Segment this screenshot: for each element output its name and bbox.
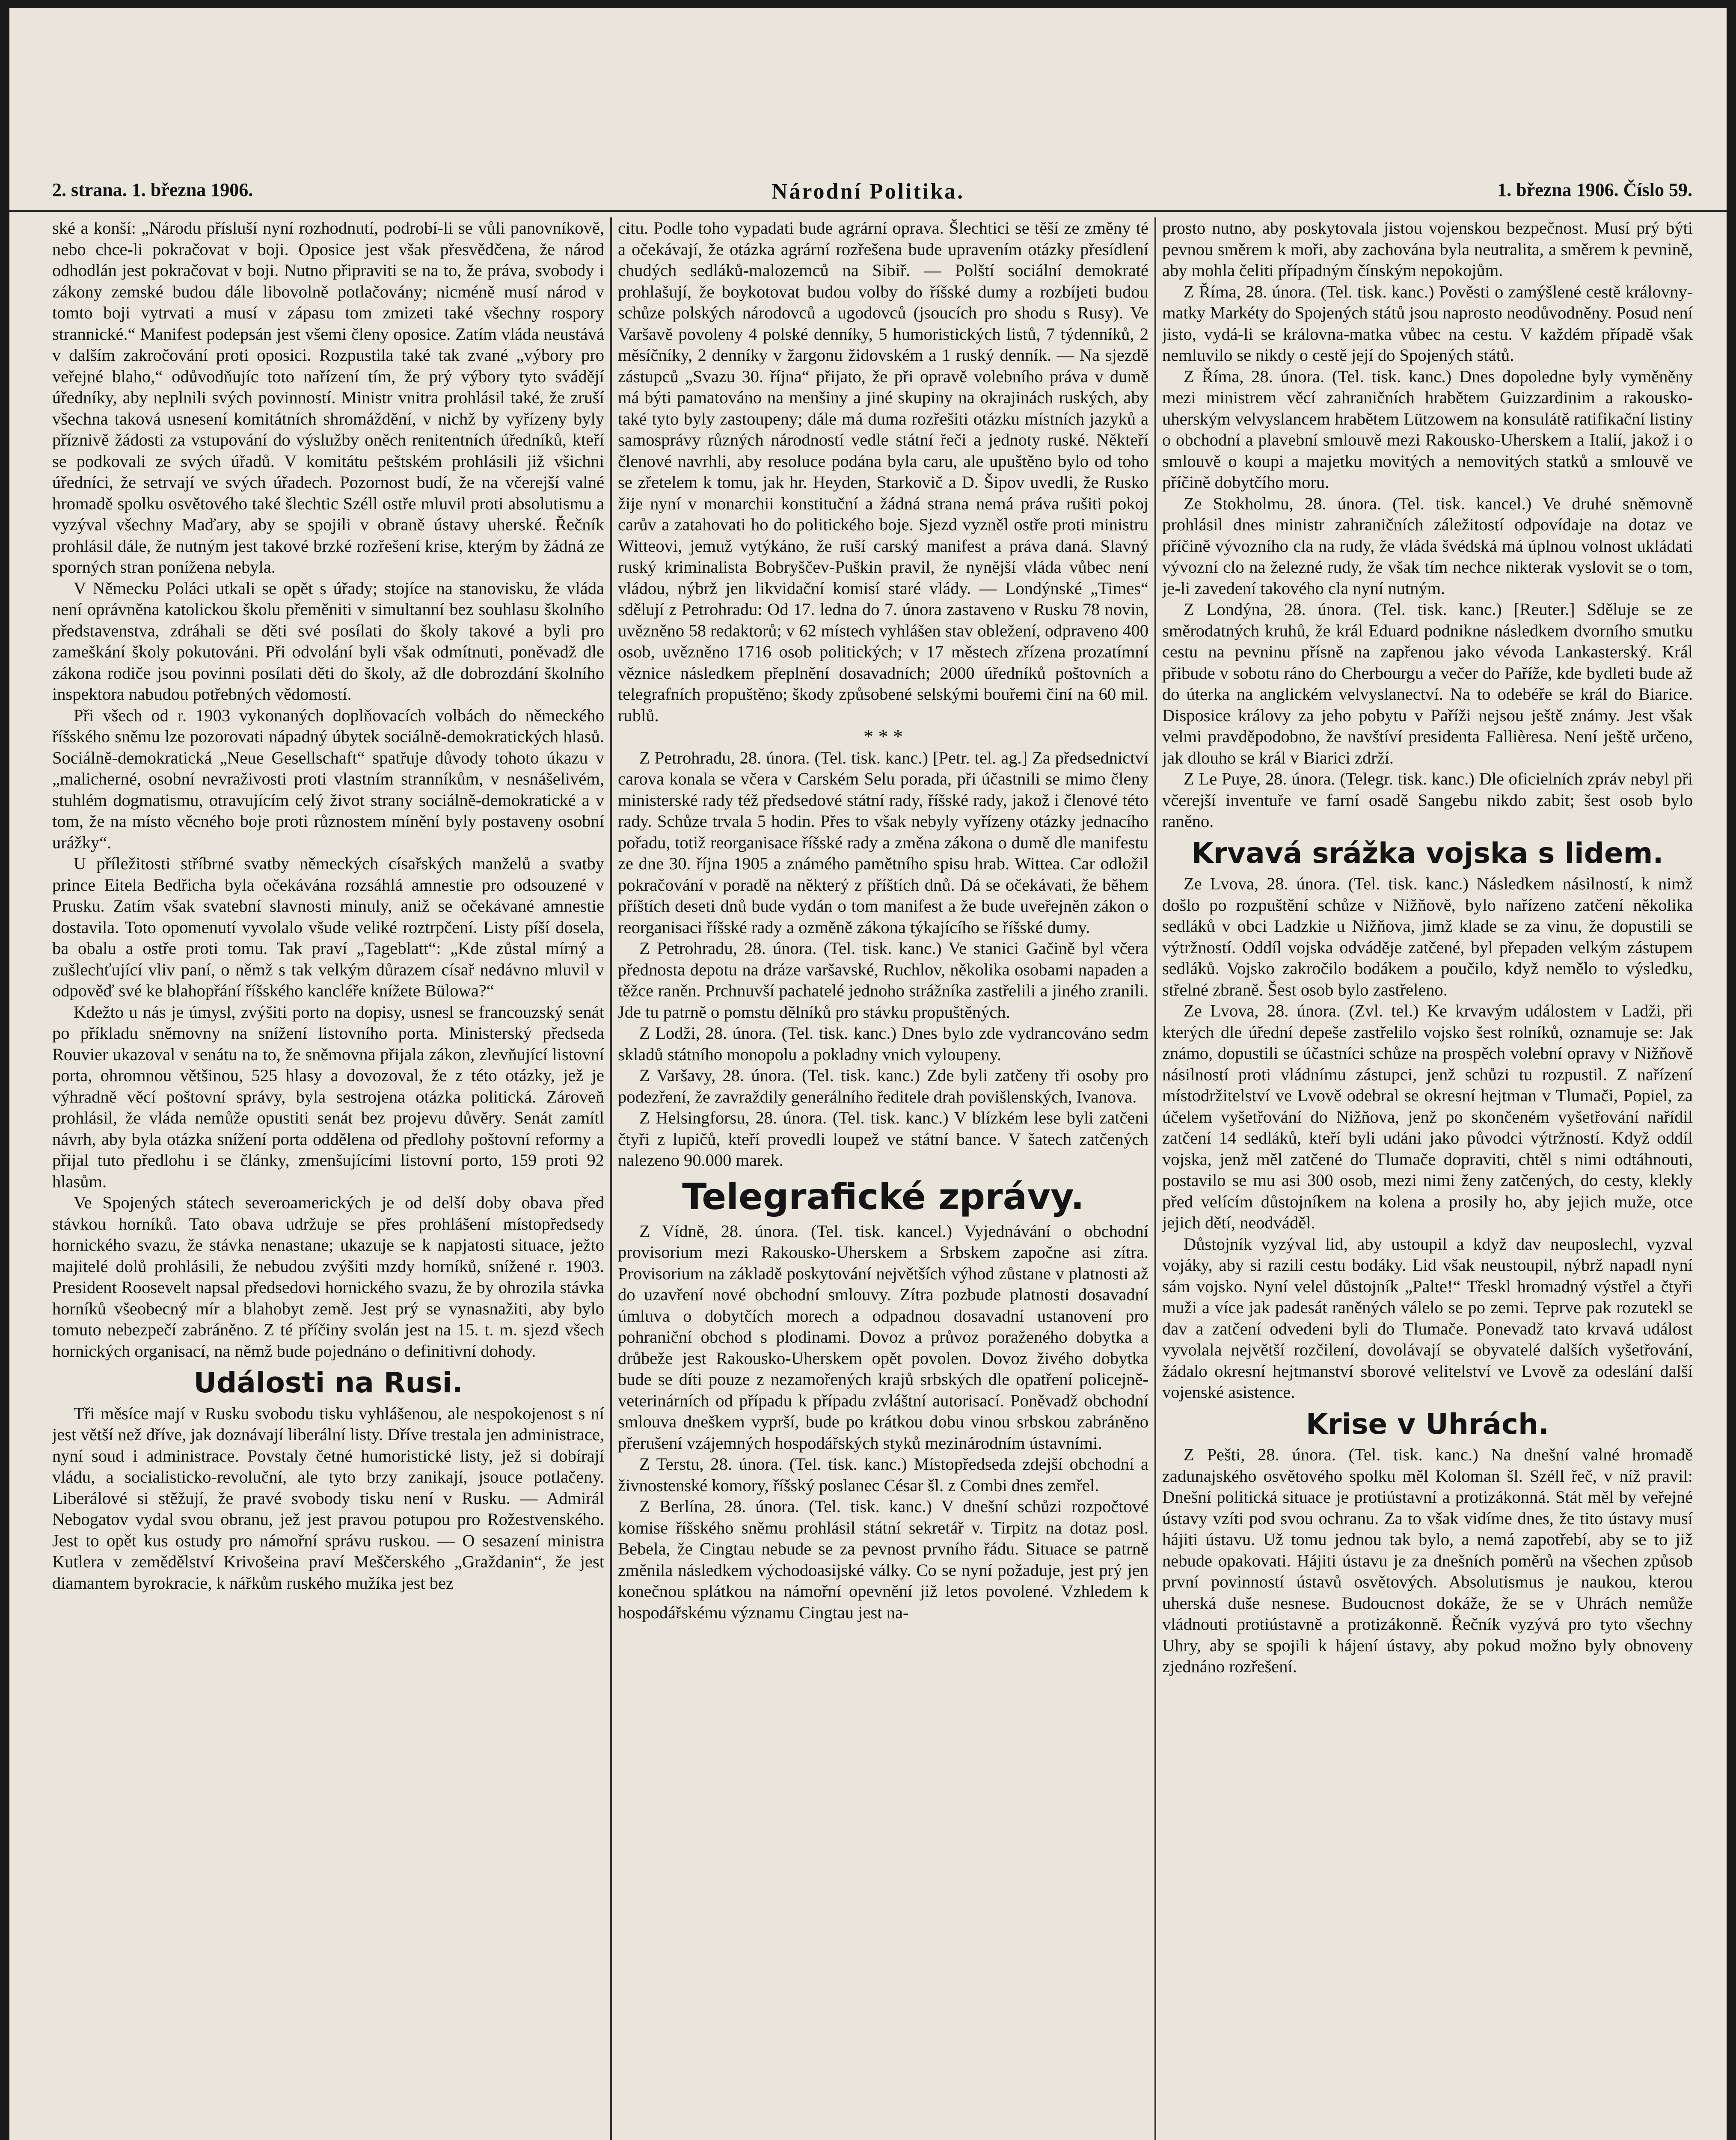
article-paragraph: Ve Spojených státech severoamerických je od delší doby obava před stávkou horníků. Tato obava udržuje se přes prohlášení místopředsedy hornického svazu, že stávka nenastane; ukazuje se k napjatosti situace, ježto majitelé dolů prohlásili, že nebudou zvýšiti mzdy horníků, snížené r. 1903. President Roosevelt napsal předsedovi hornického svazu, že by ohrozila stávka horníků všeobecný mír a blahobyt země. Jest prý se vynasnažiti, aby bylo tomuto nebezpečí zabráněno. Z té příčiny svolán jest na 15. t. m. sjezd všech hornických organisací, na němž bude pojednáno o definitivní dohody. — [52, 1193, 604, 1361]
news-item: Z Petrohradu, 28. února. (Tel. tisk. kanc.) Ve stanici Gačině byl včera přednosta depotu na dráze varšavské, Ruchlov, několika osobami napaden a těžce raněn. Prchnuvší pachatelé jednoho strážníka zastřelili a jiného zranili. Jde tu patrně o pomstu dělníků pro stávku propuštěných. — [618, 939, 1148, 1022]
news-item: Z Vídně, 28. února. (Tel. tisk. kancel.) Vyjednávání o obchodní provisorium mezi Rakousko-Uherskem a Srbskem započne asi zítra. Provisorium na základě poskytování největších výhod zůstane v platnosti až do uzavření nové obchodní smlouvy. Zítra pozbude platnosti dosavadní úmluva o dobytčích morech a odpadnou dosavadní ustanovení pro pohraniční obchod s plodinami. Dovoz a průvoz poraženého dobytka a drůbeže jest Rakousko-Uherskem opět povolen. Dovoz živého dobytka bude se díti pouze z nezamořených krajů srbských dle opatření policejně-veterinárních od případu k případu zvláštní autorisací. Poněvadž obchodní smlouva dneškem vyprší, bude po krátkou dobu vinou srbskou zabráněno přerušení vzájemných hospodářských styků mezinárodním ústavními. — [618, 1221, 1148, 1453]
news-item: Z Říma, 28. února. (Tel. tisk. kanc.) Pověsti o zamýšlené cestě královny-matky Markéty do Spojených států jsou naprosto neodůvodněny. Posud není jisto, vydá-li se královna-matka vůbec na cestu. V každém případě však nemluvilo se nikdy o cestě její do Spojených států. — [1162, 282, 1693, 365]
news-item: Z Le Puye, 28. února. (Telegr. tisk. kanc.) Dle oficielních zpráv nebyl při včerejší inventuře ve farní osadě Sangebu nikdo zabit; šest osob bylo raněno. — [1162, 769, 1693, 831]
column-1 — [52, 217, 604, 2140]
news-item: Ze Lvova, 28. února. (Tel. tisk. kanc.) Následkem násilností, k nimž došlo po rozpuštění schůze v Nižňově, bylo nařízeno zatčení několika sedláků v obci Ladzkie u Nižňova, jimž klade se za vinu, že dopustili se výtržností. Oddíl vojska odváděje zatčené, byl přepaden velkým zástupem sedláků. Vojsko zakročilo bodákem a poučilo, když nemělo to výsledku, střelné zbraně. Šest osob bylo zastřeleno. — [1162, 874, 1693, 999]
column-2 — [618, 217, 1148, 2140]
news-item: Z Terstu, 28. února. (Tel. tisk. kanc.) Místopředseda zdejší obchodní a živnostenské komory, říšský poslanec César šl. z Combi dnes zemřel. — [618, 1454, 1148, 1495]
news-item: Z Pešti, 28. února. (Tel. tisk. kanc.) Na dnešní valné hromadě zadunajského osvětového spolku měl Koloman šl. Széll řeč, v níž pravil: Dnešní politická situace je protiústavní a protizákonná. Stát měl by veřejné ústavy vzíti pod svou ochranu. Za to však vidíme dnes, že tito ústavy musí hájiti ústavu. Už tomu jednou tak bylo, a nemá zapotřebí, aby se to již nebude opakovati. Hájiti ústavu je za dnešních poměrů na všechen způsob první povinností ústavů osvětových. Absolutismus je naukou, kterou uherská duše nesnese. Budoucnost dokáže, že se v Uhrách nemůže vládnouti protiústavně a protizákonně. Řečník vyzývá pro tyto všechny Uhry, aby se spojili k hájení ústavy, aby pokud možno byly obnoveny zjednáno rozřešení. — [1162, 1445, 1693, 1676]
news-item: Z Varšavy, 28. února. (Tel. tisk. kanc.) Zde byli zatčeny tři osoby pro podezření, že zavraždily generálního ředitele drah povišlenských, Ivanova. — [618, 1066, 1148, 1106]
section-heading: Krvavá srážka vojska s lidem. — [1191, 836, 1664, 870]
news-item: Z Helsingforsu, 28. února. (Tel. tisk. kanc.) V blízkém lese byli zatčeni čtyři z lupičů, kteří provedli loupež ve státní bance. V šatech zatčených nalezeno 90.000 marek. — [618, 1108, 1148, 1170]
article-paragraph: Kdežto u nás je úmysl, zvýšiti porto na dopisy, usnesl se francouzský senát po příkladu sněmovny na snížení listovního porta. Ministerský předseda Rouvier ukazoval v senátu na to, že sněmovna přijala zákon, zlevňující listovní porta, ohromnou většinou, 525 hlasy a dovozoval, že z této otázky, jež je výhradně věcí poštovní správy, byla sestrojena otázka politická. Zároveň prohlásil, že vláda nemůže opustiti senát bez projevu důvěry. Senát zamítl návrh, aby byla otázka snížení porta oddělena od předlohy poštovní reformy a přijal tuto předlohu i se články, zmenšujícími listovní porto, 159 proti 92 hlasům. — [52, 1002, 604, 1191]
news-item: Ze Lvova, 28. února. (Zvl. tel.) Ke krvavým událostem v Ladži, při kterých dle úřední depeše zastřelilo vojsko šest rolníků, oznamuje se: Jak známo, dopustili se účastníci schůze na prospěch volební opravy v Nižňově násilností proti vládnímu zástupci, jenž schůzi tu rozpustil. Z nařízení místodržitelství ve Lvově odebral se okresní hejtman v Tlumači, Popiel, za účelem vyšetřování do Nižňova, jenž po skončeném vyšetřování nařídil zatčení 14 sedláků, kteří byli udáni jako původci výtržností. Když oddíl vojska, jenž měl zatčené do Tlumače dopraviti, chtěl s nimi odtáhnouti, postavilo se mu asi 300 osob, mezi nimi ženy zatčených, do cesty, klekly před velícím důstojníkem na kolena a prosily ho, aby jejich muže, otce jejich dětí, neodváděl. — [1162, 1001, 1693, 1233]
column-rule — [610, 217, 612, 2140]
article-paragraph: Tři měsíce mají v Rusku svobodu tisku vyhlášenou, ale nespokojenost s ní jest větší než dříve, jak doznávají liberální listy. Dříve trestala jen administrace, nyní soud i administrace. Povstaly četné humoristické listy, jež si dobírají vládu, a socialisticko-revoluční, ale tyto brzy zanikají, jsouce potlačeny. Liberálové si stěžují, že pravé svobody tisku není v Rusku. — Admirál Nebogatov vydal svou obranu, jež jest pravou potupou pro Rožestvenského. Jest to opět kus ostudy pro námořní správu ruskou. — O sesazení ministra Kutlera v zemědělství Krivošeina praví Meščerského „Graždanin“, že jest diamantem byrokracie, k nářkům ruského mužíka jest bez — [52, 1403, 604, 1593]
separator-stars: * * * — [864, 725, 903, 747]
header-date-left: 2. strana. 1. března 1906. — [52, 179, 253, 200]
article-paragraph: U příležitosti stříbrné svatby německých císařských manželů a svatby prince Eitela Bedřicha byla očekávána rozsáhlá amnestie pro odsouzené v Prusku. Zatím však svatební slavnosti minuly, aniž se očekávané amnestie dostavila. Toto opomenutí vyvolalo všude veliké roztrpčení. Listy píší dosela, ba obalu a ostře proti tomu. Tak praví „Tageblatt“: „Kde zůstal mírný a zušlechťující vliv paní, o němž s tak velkým důrazem císař nedávno mluvil v odpověď své ke blahopřání říšského kancléře knížete Bülowa?“ — [52, 854, 604, 1000]
article-paragraph: ské a konší: „Národu přísluší nyní rozhodnutí, podrobí-li se vůli panovníkově, nebo chce-li pokračovat v boji. Oposice jest však přesvědčena, že národ odhodlán jest pokračovat v boji. Nutno připraviti se na to, že práva, svobody i zákony zemské budou dále libovolně potlačovány; nicméně musí národ v tomto boji vytrvati a musí v zápasu tom zmizeti také všechny rospory strannické.“ Manifest podepsán jest všemi členy oposice. Zatím vláda neustává v dalším zakročování proti oposici. Rozpustila také tak zvané „výbory pro veřejné blaho,“ odůvodňujíc toto nařízení tím, že prý výbory tyto svádějí úředníky, aby neplnili svých povinností. Ministr vnitra prohlásil také, že zruší všechna taková usnesení komitátních shromáždění, v nichž by vyřízeny byly příznivě žádosti za vstupování do výslužby oněch renitentních úředníků, kteří se podkovali ze svých úřadů. V komitátu peštském prohlásili již všichni úředníci, že setrvají ve svých úřadech. Pozornost budí, že na včerejší valné hromadě spolku osvětového také šlechtic Széll ostře mluvil proti absolutismu a vyzýval všechny Maďary, aby se spojili v obraně ústavy uherské. Řečník prohlásil dále, že nutným jest takové brzké rozřešení krise, kterým by žádná ze sporných stran ponížena nebyla. — [52, 218, 604, 577]
section-heading: Telegrafické zprávy. — [682, 1175, 1084, 1218]
news-item: Z Berlína, 28. února. (Tel. tisk. kanc.) V dnešní schůzi rozpočtové komise říšského sněmu prohlásil státní sekretář v. Tirpitz na dotaz posl. Bebela, že Cingtau nebude se za pevnost prvního řádu. Situace se patrně změnila následkem východoasijské války. Co se nyní požaduje, jest prý jen konečnou splátkou na námořní opevnění již letos povolené. Vzhledem k hospodářskému významu Cingtau jest na- — [618, 1497, 1148, 1622]
section-heading: Krise v Uhrách. — [1306, 1407, 1549, 1441]
news-item: Z Lodži, 28. února. (Tel. tisk. kanc.) Dnes bylo zde vydrancováno sedm skladů státního monopolu a pokladny vnich vyloupeny. — [618, 1023, 1148, 1064]
news-item: Z Říma, 28. února. (Tel. tisk. kanc.) Dnes dopoledne byly vyměněny mezi ministrem věcí zahraničních hrabětem Guizzardinim a rakousko-uherským velvyslancem hrabětem Lützowem na konsulátě ratifikační listiny o obchodní a plavební smlouvě mezi Rakousko-Uherskem a Italií, jakož i o smlouvě o koupi a majetku movitých a nemovitých statků a smlouvě ve příčině dobytčího moru. — [1162, 366, 1693, 492]
section-heading: Události na Rusi. — [193, 1366, 463, 1399]
news-item: Ze Stokholmu, 28. února. (Tel. tisk. kancel.) Ve druhé sněmovně prohlásil dnes ministr zahraničních záležitostí odpovídaje na dotaz ve příčině vývozního cla na rudy, že vláda švédská má úplnou volnost ukládati vývozní clo na železné rudy, že však tím nechce nikterak vyslovit se o tom, je-li zavedení takového cla nyní nutným. — [1162, 493, 1693, 598]
page-header — [9, 175, 1727, 212]
article-paragraph: Při všech od r. 1903 vykonaných doplňovacích volbách do německého říšského sněmu lze pozorovati nápadný úbytek sociálně-demokratických hlasů. Sociálně-demokratická „Neue Gesellschaft“ spatřuje důvody tohoto úkazu v „malicherné, osobní nevraživosti proti vlastním stranníkům, v nesnášelivém, stuhlém dogmatismu, otravujícím celý život strany sociálně-demokratické a v tom, že na místo věcného boje proti různostem mínění byly postaveny osobní urážky“. — [52, 705, 604, 852]
article-paragraph: prosto nutno, aby poskytovala jistou vojenskou bezpečnost. Musí prý býti pevnou směrem k moři, aby zachována byla neutralita, a směrem k pevnině, aby mohla čeliti případným čínským nepokojům. — [1162, 218, 1693, 280]
article-paragraph: Důstojník vyzýval lid, aby ustoupil a když dav neuposlechl, vyzval vojáky, aby si razili cestu bodáky. Lid však neustoupil, nýbrž napadl nyní sám vojsko. Nyní velel důstojník „Palte!“ Třeskl hromadný výstřel a čtyři muži a více jak padesát raněných válelo se po zemi. Teprve pak rozutekl se dav a zatčení odvedeni byli do Tlumače. Ponevadž tato krvavá událost vyvolala největší rozčilení, dovolávají se obyvatelé dalších vyšetřování, žádalo okresní hejtmanství sborové velitelství ve Lvově za odeslání další vojenské asistence. — [1162, 1234, 1693, 1402]
article-paragraph: citu. Podle toho vypadati bude agrární oprava. Šlechtici se těší ze změny té a očekávají, že otázka agrární rozřešena bude upravením otázky přesídlení chudých sedláků-malozemců na Sibiř. — Polští sociální demokraté prohlašují, že boykotovat budou volby do říšské dumy a rozbíjeti budou schůze polských národovců a ugodovců (jsoucích pro shodu s Rusy). Ve Varšavě povoleny 4 polské denníky, 5 humoristických listů, 7 týdenníků, 2 měsíčníky, 2 denníky v žargonu židovském a 1 ruský denník. — Na sjezdě zástupců „Svazu 30. října“ přijato, že při opravě volebního práva v dumě má býti pamatováno na menšiny a jiné skupiny na okrajinách ruských, aby také tyto byly zastoupeny; dále má duma rozřešiti otázku místních jazyků a samosprávy různých národností vedle státní řeči a jednoty ruské. Někteří členové navrhli, aby resoluce podána byla caru, ale upuštěno bylo od toho se zřetelem k tomu, jak hr. Heyden, Starkovič a D. Šipov uvedli, že Rusko žije nyní v monarchii konstituční a žádná strana nemá práva rušiti pokoj carův a zatahovati ho do politického boje. Sjezd vyzněl ostře proti ministru Witteovi, jemuž vytýkáno, že ruší carský manifest a práva daná. Slavný ruský kriminalista Bobryščev-Puškin pravil, že nynější vláda vůbec není vládou, nýbrž jen likvidační komisí staré vlády. — Londýnské „Times“ sdělují z Petrohradu: Od 17. ledna do 7. února zastaveno v Rusku 78 novin, uvězněno 58 redaktorů; v 62 místech vyhlášen stav obležení, odpraveno 400 osob, uvězněno 1716 osob politických; v 17 městech zřízena prozatímní věznice následkem přeplnění dosavadních; 2000 úředníků poštovních a telegrafních propuštěno; škody způsobené selskými bouřemi činí na 60 mil. rublů. — [618, 218, 1148, 725]
column-rule — [1154, 217, 1156, 2140]
news-item: Z Londýna, 28. února. (Tel. tisk. kanc.) [Reuter.] Sděluje se ze směrodatných kruhů, že král Eduard podnikne následkem dvorního smutku cestu na pevninu přísně na zapřenou jako vévoda Lankasterský. Král přibude v sobotu ráno do Cherbourgu a večer do Paříže, kde bydleti bude až do úterka na anglickém velvyslanectví. Na to odebéře se král do Biarice. Disposice královy za jeho pobytu v Paříži nejsou ještě známy. Jest však velmi pravděpodobno, že navštíví presidenta Fallièresa. Není ještě určeno, jak dlouho se král v Biarici zdrží. — [1162, 600, 1693, 767]
column-3 — [1162, 217, 1693, 2140]
article-paragraph: V Německu Poláci utkali se opět s úřady; stojíce na stanovisku, že vláda není oprávněna katolickou školu přeměniti v simultanní bez souhlasu školního představenstva, zdráhali se děti své posílati do školy takové a byli pro zameškání školy pokutováni. Při odvolání byli však odmítnuti, poněvadž dle zákona rodiče jsou povinni posílati děti do školy, až dle dobrozdání školního inspektora nabudou potřebných vědomostí. — [52, 578, 604, 704]
newspaper-page — [9, 8, 1727, 2140]
header-date-issue: 1. března 1906. Číslo 59. — [1497, 179, 1692, 200]
news-item: Z Petrohradu, 28. února. (Tel. tisk. kanc.) [Petr. tel. ag.] Za předsednictví carova konala se včera v Carském Selu porada, při účastnili se mimo členy ministerské rady též předsedové státní rady, říšské rady, jakož i členové této rady. Schůze trvala 5 hodin. Přes to však nebyly vyřízeny otázky jednacího pořadu, totiž reorganisace říšské rady a změna zákona o dumě dle manifestu ze dne 30. října 1905 a známého pamětního spisu hrab. Wittea. Car odložil pokračování v poradě na některý z příštích dnů. Dá se očekávati, že během příštích deseti dnů bude vydán o tom manifest a že bude uveřejněn zákon o reorganisaci říšské rady a ozměně zákona týkajícího se říšské dumy. — [618, 748, 1148, 937]
masthead-title: Národní Politika. — [771, 179, 965, 204]
